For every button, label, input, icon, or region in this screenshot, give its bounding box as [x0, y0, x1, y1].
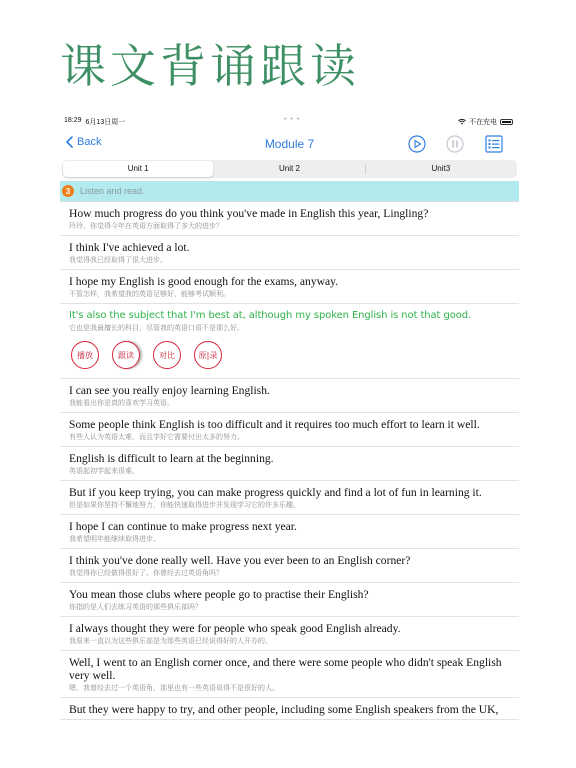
sentence-item[interactable] — [60, 202, 519, 236]
list-icon[interactable] — [485, 135, 503, 153]
sentence-english: I always thought they were for people who speak good English already. — [69, 622, 401, 635]
repeat-reading-button[interactable]: 跟读 — [112, 341, 140, 369]
tab-unit-1[interactable]: Unit 1 — [63, 161, 213, 177]
play-circle-icon[interactable] — [408, 135, 426, 153]
sentence-translation: 我原来一直以为这些俱乐部是为那些英语已经说得好的人开办的。 — [69, 637, 272, 645]
sentence-list — [60, 201, 519, 720]
step-badge: 3 — [62, 185, 74, 197]
sentence-item[interactable] — [60, 583, 519, 617]
wifi-icon — [458, 119, 466, 125]
status-time: 18:29 — [64, 117, 82, 124]
navigation-bar — [60, 130, 519, 158]
status-bar — [60, 114, 519, 130]
instruction-text: Listen and read. — [80, 186, 145, 196]
sentence-english: But if you keep trying, you can make progress quickly and find a lot of fun in learning it. — [69, 486, 482, 499]
sentence-translation: 玲玲，你觉得今年在英语方面取得了多大的进步？ — [69, 222, 223, 230]
tab-unit-3[interactable]: Unit3 — [431, 164, 451, 173]
sentence-translation: 不管怎样，我希望我的英语足够好，能够考试顺利。 — [69, 290, 230, 298]
sentence-item[interactable] — [60, 617, 519, 651]
pause-circle-icon[interactable] — [446, 135, 464, 153]
sentence-item[interactable] — [60, 270, 519, 304]
play-button[interactable]: 播放 — [71, 341, 99, 369]
sentence-item[interactable] — [60, 515, 519, 549]
sentence-english: You mean those clubs where people go to practise their English? — [69, 588, 369, 601]
page-title: Module 7 — [264, 137, 315, 151]
unit-tabs — [62, 160, 517, 178]
sentence-item[interactable] — [60, 236, 519, 270]
sentence-english: I think I've achieved a lot. — [69, 241, 190, 254]
sentence-translation: 你指的是人们去练习英语的那些俱乐部吗？ — [69, 603, 202, 611]
sentence-translation: 但是如果你坚持不懈地努力，你能快速取得进步并发现学习它的许多乐趣。 — [69, 501, 300, 509]
sentence-translation: 我觉得我已经取得了很大进步。 — [69, 256, 167, 264]
multitask-dots[interactable]: • • • — [284, 116, 301, 123]
compare-button[interactable]: 对比 — [153, 341, 181, 369]
sentence-item[interactable] — [60, 698, 519, 720]
app-screen — [60, 114, 519, 734]
hero-title: 课文背诵跟读 — [60, 39, 360, 93]
sentence-english: I hope my English is good enough for the exams, anyway. — [69, 275, 339, 288]
sentence-english: How much progress do you think you've made in English this year, Lingling? — [69, 207, 429, 220]
sentence-translation: 我能看出你是真的喜欢学习英语。 — [69, 399, 174, 407]
sentence-item[interactable] — [60, 481, 519, 515]
sentence-translation: 有些人认为英语太难，而且学好它需要付出太多的努力。 — [69, 433, 244, 441]
sentence-english: Some people think English is too difficult and it requires too much effort to learn it well. — [69, 418, 480, 431]
sentence-translation: 嗯，我曾经去过一个英语角，那里也有一些英语说得不是很好的人。 — [69, 684, 279, 692]
tab-unit-2[interactable]: Unit 2 — [279, 164, 300, 173]
sentence-english: I think you've done really well. Have you ever been to an English corner? — [69, 554, 411, 567]
sentence-english: English is difficult to learn at the beginning. — [69, 452, 274, 465]
sentence-item[interactable] — [60, 447, 519, 481]
playback-controls — [69, 334, 510, 375]
sentence-item-active[interactable] — [60, 304, 519, 379]
instruction-banner — [60, 181, 519, 201]
sentence-item[interactable] — [60, 379, 519, 413]
sentence-english: Well, I went to an English corner once, and there were some people who didn't speak English very well. — [69, 656, 502, 682]
sentence-item[interactable] — [60, 651, 519, 698]
back-label: Back — [77, 136, 102, 148]
sentence-english: I can see you really enjoy learning English. — [69, 384, 270, 397]
sentence-translation: 我希望明年能继续取得进步。 — [69, 535, 160, 543]
sentence-translation: 英语起初学起来很难。 — [69, 467, 139, 475]
charging-status: 不在充电 — [469, 119, 497, 126]
sentence-english: It's also the subject that I'm best at, although my spoken English is not that good. — [69, 310, 472, 321]
sentence-english: I hope I can continue to make progress next year. — [69, 520, 297, 533]
sentence-item[interactable] — [60, 413, 519, 447]
battery-icon — [500, 119, 513, 125]
sentence-translation: 它也是我最擅长的科目，尽管我的英语口语不是那么好。 — [69, 324, 244, 332]
status-date: 6月13日周一 — [85, 119, 126, 126]
original-recording-button[interactable]: 原|录 — [194, 341, 222, 369]
sentence-translation: 我觉得你已经做得很好了。你曾经去过英语角吗？ — [69, 569, 223, 577]
sentence-english: But they were happy to try, and other people, including some English speakers from the UK, — [69, 703, 499, 716]
sentence-item[interactable] — [60, 549, 519, 583]
